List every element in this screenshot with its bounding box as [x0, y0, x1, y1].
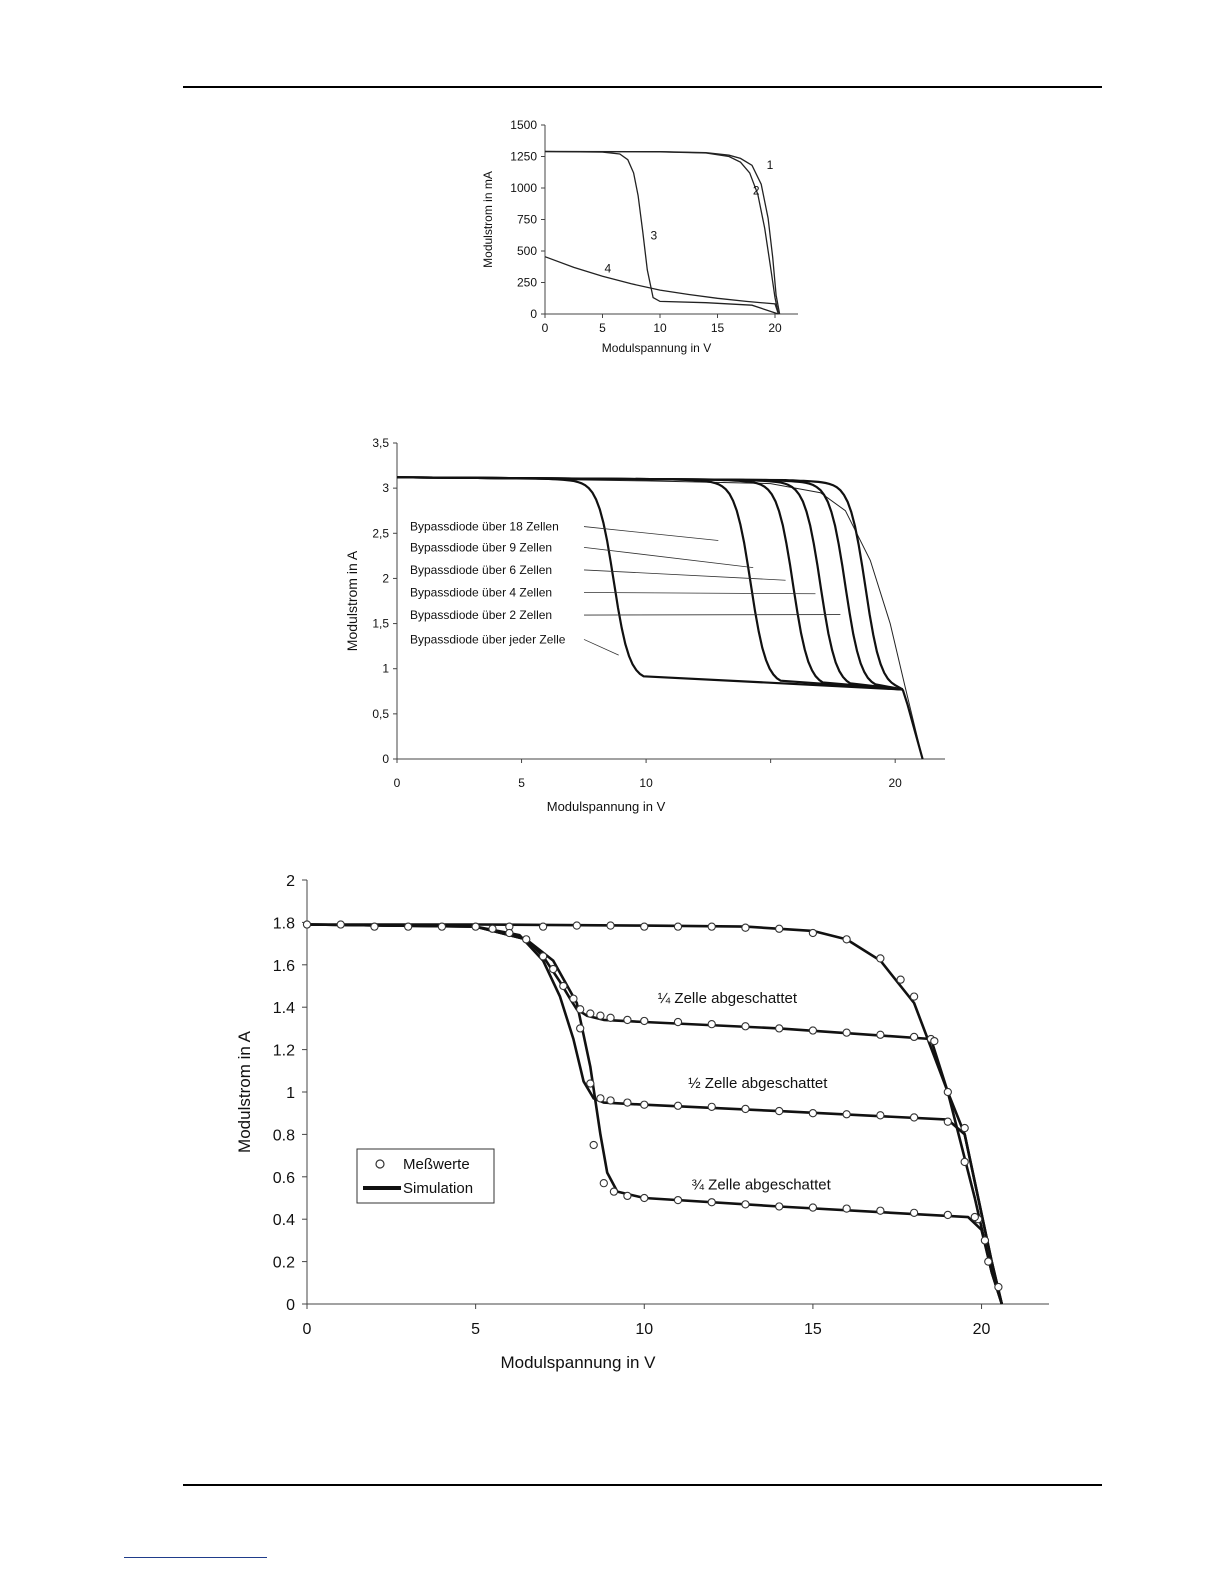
chart-3-xtick-label: 0: [302, 1321, 312, 1338]
chart-3-xtick-label: 5: [471, 1321, 481, 1338]
chart-3-measured-point: [877, 1031, 884, 1038]
chart-2-bypass-line-1: [397, 477, 903, 689]
chart-2-tail-line: [903, 690, 923, 760]
iv-curve-chart-shading: [478, 112, 818, 372]
chart-3-measured-point: [742, 924, 749, 931]
chart-3-legend-marker-circle: [376, 1160, 384, 1168]
chart-1-ytick-label: 500: [516, 244, 537, 258]
chart-3-ytick-label: 0.8: [272, 1127, 295, 1145]
chart-1-svg: [478, 112, 818, 372]
chart-3-ytick-label: 1.8: [272, 915, 295, 933]
chart-3-measured-point: [931, 1038, 938, 1045]
chart-2-bypass-label-2: Bypassdiode über 9 Zellen: [410, 540, 553, 555]
chart-1-ytick-label: 1500: [510, 118, 537, 132]
chart-3-measured-point: [674, 1018, 681, 1025]
chart-2-bypass-line-2: [397, 477, 903, 689]
chart-3-ytick-label: 0.4: [272, 1212, 295, 1230]
chart-3-measured-point: [641, 1101, 648, 1108]
chart-2-leader-line-4: [584, 592, 815, 593]
chart-3-ytick-label: 2: [286, 873, 295, 890]
chart-3-measured-point: [607, 1097, 614, 1104]
chart-3-annotation-2: ½ Zelle abgeschattet: [688, 1074, 828, 1092]
chart-1-ytick-label: 0: [530, 307, 537, 321]
chart-1-ytick-label: 750: [516, 212, 537, 227]
chart-1-curve-label-4: 4: [604, 261, 612, 276]
chart-2-ytick-label: 0: [382, 752, 389, 766]
chart-1-series-2-line: [545, 152, 778, 315]
chart-1-curve-label-2: 2: [752, 183, 760, 198]
chart-2-bypass-label-1: Bypassdiode über 18 Zellen: [410, 519, 559, 534]
chart-3-xtick-label: 15: [804, 1321, 822, 1338]
chart-3-measured-point: [560, 982, 567, 989]
chart-3-measured-point: [708, 1103, 715, 1110]
chart-3-measured-point: [597, 1012, 604, 1019]
chart-3-measured-point: [610, 1188, 617, 1195]
chart-2-bypass-line-5: [397, 477, 903, 689]
chart-3-measured-point: [577, 1025, 584, 1032]
chart-3-measured-point: [303, 921, 310, 928]
chart-3-measured-point: [910, 1033, 917, 1040]
chart-2-bypass-line-4: [397, 477, 903, 689]
chart-2-leader-line-1: [584, 527, 718, 541]
chart-3-ytick-label: 0.2: [272, 1254, 295, 1272]
iv-curve-chart-bypass: [330, 430, 960, 830]
chart-3-svg: [224, 864, 1064, 1384]
chart-2-xtick-label: 20: [888, 776, 902, 790]
chart-3-measured-point: [742, 1105, 749, 1112]
chart-3-measured-point: [405, 923, 412, 930]
chart-3-measured-point: [708, 923, 715, 930]
chart-3-ytick-label: 1.4: [272, 1000, 295, 1018]
chart-2-ytick-label: 3,5: [372, 436, 389, 450]
chart-3-measured-point: [995, 1283, 1002, 1290]
chart-1-series-1-line: [545, 152, 780, 315]
chart-2-svg: [330, 430, 960, 830]
chart-3-measured-point: [607, 922, 614, 929]
chart-3-measured-point: [910, 1209, 917, 1216]
chart-3-measured-point: [587, 1080, 594, 1087]
chart-2-ytick-label: 2: [382, 571, 389, 586]
chart-3-measured-point: [981, 1237, 988, 1244]
chart-1-ylabel: Modulstrom in mA: [481, 171, 495, 268]
chart-3-measured-point: [587, 1010, 594, 1017]
chart-3-measured-point: [607, 1014, 614, 1021]
chart-3-measured-point: [944, 1118, 951, 1125]
chart-3-measured-point: [776, 925, 783, 932]
chart-1-curve-label-3: 3: [650, 228, 658, 243]
chart-3-measured-point: [337, 921, 344, 928]
chart-3-measured-point: [809, 1027, 816, 1034]
chart-3-measured-point: [985, 1258, 992, 1265]
chart-3-measured-point: [624, 1099, 631, 1106]
chart-3-measured-point: [776, 1107, 783, 1114]
chart-2-xtick-label: 0: [393, 776, 401, 790]
chart-3-measured-point: [674, 1197, 681, 1204]
chart-3-measured-point: [600, 1180, 607, 1187]
chart-3-ytick-label: 0.6: [272, 1169, 295, 1187]
chart-3-measured-point: [489, 925, 496, 932]
chart-3-measured-point: [573, 922, 580, 929]
chart-3-measured-point: [674, 1102, 681, 1109]
chart-2-xtick-label: 5: [518, 776, 525, 790]
chart-3-measured-point: [776, 1025, 783, 1032]
chart-3-measured-point: [624, 1192, 631, 1199]
chart-3-xlabel: Modulspannung in V: [500, 1353, 656, 1372]
chart-3-measured-point: [971, 1213, 978, 1220]
chart-3-ylabel: Modulstrom in A: [235, 1031, 254, 1153]
chart-3-measured-point: [910, 993, 917, 1000]
chart-3-measured-point: [641, 1017, 648, 1024]
chart-1-curve-label-1: 1: [766, 158, 774, 173]
chart-2-ytick-label: 1,5: [372, 616, 389, 631]
chart-3-legend-label-simulation: Simulation: [403, 1180, 474, 1197]
chart-3-measured-point: [577, 1006, 584, 1013]
chart-3-measured-point: [877, 1207, 884, 1214]
header-rule: [183, 86, 1102, 88]
chart-3-measured-point: [590, 1141, 597, 1148]
chart-3-xtick-label: 20: [972, 1321, 991, 1338]
chart-1-ytick-label: 1250: [510, 149, 537, 164]
chart-1-xtick-label: 10: [653, 321, 667, 335]
chart-3-measured-point: [708, 1021, 715, 1028]
chart-3-measured-point: [539, 923, 546, 930]
chart-3-measured-point: [742, 1201, 749, 1208]
chart-2-ytick-label: 2,5: [372, 526, 389, 541]
chart-3-measured-point: [809, 929, 816, 936]
chart-3-measured-point: [550, 965, 557, 972]
chart-3-measured-point: [624, 1016, 631, 1023]
chart-1-ytick-label: 250: [516, 275, 537, 290]
chart-3-measured-point: [539, 953, 546, 960]
chart-3-measured-point: [961, 1158, 968, 1165]
chart-1-xtick-label: 0: [541, 321, 549, 335]
chart-3-measured-point: [944, 1088, 951, 1095]
chart-2-leader-line-5: [584, 615, 840, 616]
chart-3-ytick-label: 0: [286, 1297, 295, 1314]
chart-3-measured-point: [910, 1114, 917, 1121]
chart-1-xtick-label: 20: [768, 321, 782, 335]
chart-3-ytick-label: 1: [286, 1085, 295, 1102]
chart-3-measured-point: [708, 1199, 715, 1206]
footnote-separator: [124, 1557, 267, 1558]
chart-3-measured-point: [570, 995, 577, 1002]
chart-2-ytick-label: 3: [382, 481, 389, 496]
chart-1-xtick-label: 5: [599, 321, 606, 335]
chart-3-measured-point: [674, 923, 681, 930]
chart-3-xtick-label: 10: [635, 1321, 654, 1338]
footer-rule: [183, 1484, 1102, 1486]
chart-3-measured-point: [472, 923, 479, 930]
chart-3-legend-label-measured: Meßwerte: [403, 1156, 470, 1173]
chart-3-ytick-label: 1.2: [272, 1042, 295, 1060]
chart-2-ytick-label: 0,5: [372, 706, 389, 721]
chart-2-bypass-line-6: [397, 477, 903, 689]
chart-3-measured-point: [776, 1203, 783, 1210]
chart-3-measured-point: [506, 929, 513, 936]
chart-2-leader-line-6: [584, 639, 619, 655]
chart-3-ytick-label: 1.6: [272, 957, 295, 975]
chart-3-measured-point: [809, 1110, 816, 1117]
chart-1-ytick-label: 1000: [510, 181, 537, 195]
chart-1-xtick-label: 15: [710, 321, 725, 335]
chart-2-xlabel: Modulspannung in V: [546, 799, 666, 814]
chart-2-bypass-label-5: Bypassdiode über 2 Zellen: [410, 608, 553, 623]
chart-2-bypass-line-3: [397, 477, 903, 689]
chart-3-measured-point: [897, 976, 904, 983]
chart-2-bypass-label-6: Bypassdiode über jeder Zelle: [410, 632, 566, 647]
chart-2-xtick-label: 10: [639, 776, 653, 790]
chart-2-ylabel: Modulstrom in A: [344, 550, 360, 652]
chart-3-measured-point: [843, 1111, 850, 1118]
chart-3-measured-point: [877, 955, 884, 962]
chart-3-measured-point: [641, 923, 648, 930]
chart-3-measured-point: [742, 1023, 749, 1030]
chart-3-measured-point: [843, 1205, 850, 1212]
chart-2-bypass-label-3: Bypassdiode über 6 Zellen: [410, 562, 553, 577]
chart-3-measured-point: [944, 1211, 951, 1218]
chart-3-measured-point: [371, 923, 378, 930]
chart-3-measured-point: [597, 1095, 604, 1102]
chart-3-annotation-1: ¼ Zelle abgeschattet: [657, 989, 798, 1007]
chart-3-measured-point: [438, 923, 445, 930]
chart-2-ytick-label: 1: [382, 661, 389, 676]
chart-1-series-4-line: [545, 257, 778, 314]
chart-3-measured-point: [843, 936, 850, 943]
chart-1-series-3-line: [545, 152, 778, 315]
chart-3-measured-point: [961, 1124, 968, 1131]
chart-2-bypass-label-4: Bypassdiode über 4 Zellen: [410, 585, 553, 600]
chart-3-measured-point: [843, 1029, 850, 1036]
chart-1-xlabel: Modulspannung in V: [601, 341, 712, 355]
iv-curve-chart-measurement: [224, 864, 1064, 1384]
chart-3-measured-point: [641, 1194, 648, 1201]
chart-3-measured-point: [523, 936, 530, 943]
chart-3-annotation-3: ¾ Zelle abgeschattet: [691, 1176, 831, 1194]
chart-3-measured-point: [877, 1112, 884, 1119]
chart-3-measured-point: [809, 1204, 816, 1211]
